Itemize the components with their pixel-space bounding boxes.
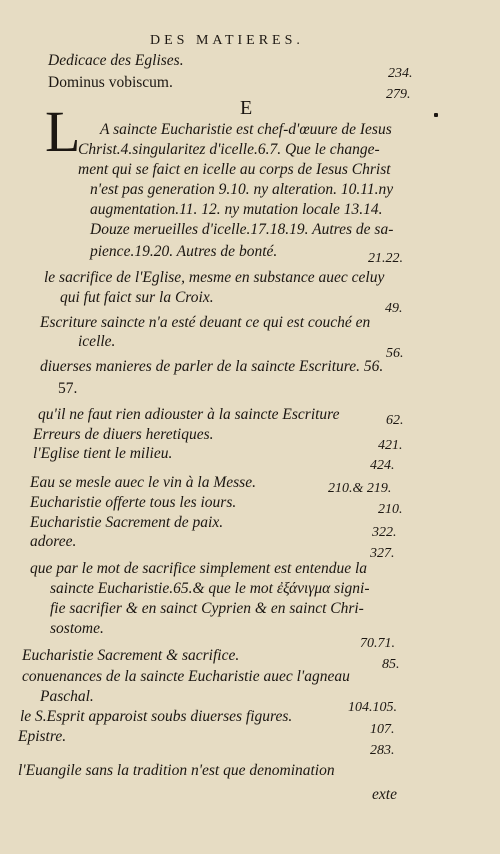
index-entry: Eucharistie offerte tous les iours. [30, 494, 237, 511]
index-entry: diuerses manieres de parler de la saincte Escriture. 56. [40, 358, 384, 375]
index-entry: 57. [58, 380, 78, 397]
index-entry: pience.19.20. Autres de bonté. [90, 243, 278, 260]
page-ref: 56. [386, 346, 404, 361]
index-entry: conuenances de la saincte Eucharistie auec l'agneau [22, 668, 350, 685]
running-head: DES MATIERES. [150, 33, 304, 48]
page-ref: 421. [378, 438, 403, 453]
page-ref: 104.105. [348, 700, 397, 715]
index-entry: saincte Eucharistie.65.& que le mot ἐξάνιγμα signi- [50, 580, 370, 597]
index-entry: Paschal. [40, 688, 94, 705]
index-entry: augmentation.11. 12. ny mutation locale 13.14. [90, 201, 383, 218]
index-entry: Erreurs de diuers heretiques. [33, 426, 214, 443]
page-ref: 424. [370, 458, 395, 473]
page-ref: 279. [386, 87, 411, 102]
index-entry: Epistre. [18, 728, 67, 745]
page-ref: 107. [370, 722, 395, 737]
page-ref: 210.& 219. [328, 481, 392, 496]
page-ref: 327. [370, 546, 395, 561]
page-ref: 70.71. [360, 636, 395, 651]
index-entry: Dominus vobiscum. [48, 74, 173, 91]
drop-cap: L [45, 99, 81, 164]
page-ref: 85. [382, 657, 400, 672]
index-entry: icelle. [78, 333, 116, 350]
index-entry: n'est pas generation 9.10. ny alteration. 10.11.ny [90, 181, 394, 198]
page-ref: 210. [378, 502, 403, 517]
index-entry: le S.Esprit apparoist soubs diuerses figures. [20, 708, 293, 725]
index-entry: Douze merueilles d'icelle.17.18.19. Autres de sa- [90, 221, 394, 238]
index-entry: adoree. [30, 533, 77, 550]
index-entry: qui fut faict sur la Croix. [60, 289, 214, 306]
index-entry: Eau se mesle auec le vin à la Messe. [30, 474, 256, 491]
page-ref: 49. [385, 301, 403, 316]
index-entry: Christ.4.singularitez d'icelle.6.7. Que le change- [78, 141, 380, 158]
index-entry: qu'il ne faut rien adiouster à la saincte Escriture [38, 406, 340, 423]
index-entry: que par le mot de sacrifice simplement est entendue la [30, 560, 368, 577]
index-entry: l'Euangile sans la tradition n'est que denomination [18, 762, 335, 779]
index-entry: Eucharistie Sacrement de paix. [30, 514, 224, 531]
catchword: exte [372, 786, 397, 803]
page-ref: 234. [388, 66, 413, 81]
index-entry: ment qui se faict en icelle au corps de Iesus Christ [78, 161, 391, 178]
index-entry: le sacrifice de l'Eglise, mesme en substance auec celuy [44, 269, 385, 286]
index-entry: sostome. [50, 620, 104, 637]
index-entry: l'Eglise tient le milieu. [33, 445, 173, 462]
index-entry: Escriture saincte n'a esté deuant ce qui est couché en [40, 314, 371, 331]
index-entry: A saincte Eucharistie est chef-d'œuure de Iesus [100, 121, 392, 138]
page-ref: 283. [370, 743, 395, 758]
section-letter: E [240, 97, 253, 119]
page-ref: 322. [372, 525, 397, 540]
ornament-dot [434, 113, 438, 117]
index-entry: fie sacrifier & en sainct Cyprien & en sainct Chri- [50, 600, 364, 617]
page-ref: 21.22. [368, 251, 403, 266]
index-entry: Dedicace des Eglises. [48, 52, 184, 69]
page-ref: 62. [386, 413, 404, 428]
index-entry: Eucharistie Sacrement & sacrifice. [22, 647, 240, 664]
